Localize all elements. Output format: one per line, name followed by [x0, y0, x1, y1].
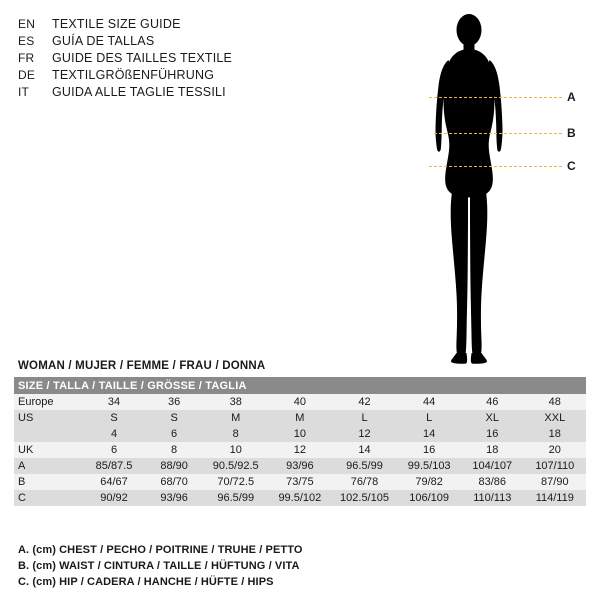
- table-header-label: SIZE / TALLA / TAILLE / GRÖSSE / TAGLIA: [14, 377, 586, 394]
- cell: L: [397, 410, 461, 426]
- cell: 20: [524, 442, 586, 458]
- table-row: [14, 474, 586, 490]
- language-code: IT: [18, 85, 30, 99]
- cell: 85/87.5: [83, 458, 145, 474]
- language-code: FR: [18, 51, 35, 65]
- language-code: EN: [18, 17, 36, 31]
- cell: 36: [145, 394, 204, 410]
- cell: 73/75: [268, 474, 332, 490]
- cell: 99.5/103: [397, 458, 461, 474]
- cell: 4: [83, 426, 145, 442]
- cell: 76/78: [332, 474, 398, 490]
- cell: 46: [461, 394, 524, 410]
- cell: 10: [203, 442, 268, 458]
- row-label: [14, 426, 83, 442]
- cell: M: [268, 410, 332, 426]
- cell: 96.5/99: [203, 490, 268, 506]
- cell: 96.5/99: [332, 458, 398, 474]
- cell: 40: [268, 394, 332, 410]
- cell: 83/86: [461, 474, 524, 490]
- legend-row-a: A. (cm) CHEST / PECHO / POITRINE / TRUHE / PETTO: [18, 544, 303, 556]
- row-label: B: [14, 474, 83, 490]
- cell: 87/90: [524, 474, 586, 490]
- cell: 70/72.5: [203, 474, 268, 490]
- cell: 34: [83, 394, 145, 410]
- cell: 90/92: [83, 490, 145, 506]
- cell: 68/70: [145, 474, 204, 490]
- legend-row-c: C. (cm) HIP / CADERA / HANCHE / HÜFTE / HIPS: [18, 576, 274, 588]
- table-row: [14, 490, 586, 506]
- measure-label-b: B: [567, 126, 576, 140]
- cell: 102.5/105: [332, 490, 398, 506]
- cell: 104/107: [461, 458, 524, 474]
- cell: 6: [145, 426, 204, 442]
- cell: 12: [332, 426, 398, 442]
- cell: 44: [397, 394, 461, 410]
- cell: L: [332, 410, 398, 426]
- cell: XL: [461, 410, 524, 426]
- cell: 110/113: [461, 490, 524, 506]
- table-row: [14, 458, 586, 474]
- language-row-en: [18, 16, 318, 33]
- table-row: [14, 394, 586, 410]
- row-label: UK: [14, 442, 83, 458]
- cell: M: [203, 410, 268, 426]
- cell: 16: [461, 426, 524, 442]
- cell: 6: [83, 442, 145, 458]
- cell: 88/90: [145, 458, 204, 474]
- cell: 18: [461, 442, 524, 458]
- row-label: Europe: [14, 394, 83, 410]
- language-row-it: [18, 84, 318, 101]
- measure-line-a: [429, 97, 562, 98]
- cell: 114/119: [524, 490, 586, 506]
- language-text: TEXTILE SIZE GUIDE: [52, 17, 181, 31]
- language-text: GUIDE DES TAILLES TEXTILE: [52, 51, 233, 65]
- female-silhouette-figure: [410, 8, 590, 368]
- cell: 93/96: [145, 490, 204, 506]
- language-list: [18, 16, 318, 101]
- measure-label-c: C: [567, 159, 576, 173]
- cell: 90.5/92.5: [203, 458, 268, 474]
- size-table-area: [14, 360, 586, 506]
- cell: 64/67: [83, 474, 145, 490]
- cell: XXL: [524, 410, 586, 426]
- legend-row-b: B. (cm) WAIST / CINTURA / TAILLE / HÜFTUNG / VITA: [18, 560, 300, 572]
- language-text: GUÍA DE TALLAS: [52, 34, 155, 48]
- cell: 79/82: [397, 474, 461, 490]
- cell: S: [145, 410, 204, 426]
- table-row: [14, 442, 586, 458]
- measurement-legend: [18, 542, 578, 590]
- size-table: [14, 377, 586, 506]
- language-code: ES: [18, 34, 35, 48]
- language-row-fr: [18, 50, 318, 67]
- cell: 93/96: [268, 458, 332, 474]
- table-row: [14, 426, 586, 442]
- language-row-de: [18, 67, 318, 84]
- row-label: A: [14, 458, 83, 474]
- cell: 42: [332, 394, 398, 410]
- cell: 107/110: [524, 458, 586, 474]
- language-text: TEXTILGRÖßENFÜHRUNG: [52, 68, 215, 82]
- language-row-es: [18, 33, 318, 50]
- measure-line-c: [429, 166, 562, 167]
- table-caption: WOMAN / MUJER / FEMME / FRAU / DONNA: [18, 360, 266, 372]
- cell: 48: [524, 394, 586, 410]
- cell: 12: [268, 442, 332, 458]
- cell: S: [83, 410, 145, 426]
- cell: 106/109: [397, 490, 461, 506]
- measure-line-b: [434, 133, 562, 134]
- silhouette-icon: [410, 8, 590, 368]
- cell: 16: [397, 442, 461, 458]
- language-text: GUIDA ALLE TAGLIE TESSILI: [52, 85, 226, 99]
- row-label: US: [14, 410, 83, 426]
- cell: 18: [524, 426, 586, 442]
- cell: 10: [268, 426, 332, 442]
- cell: 14: [332, 442, 398, 458]
- cell: 38: [203, 394, 268, 410]
- measure-label-a: A: [567, 90, 576, 104]
- table-header-row: [14, 377, 586, 394]
- row-label: C: [14, 490, 83, 506]
- cell: 8: [145, 442, 204, 458]
- cell: 14: [397, 426, 461, 442]
- language-code: DE: [18, 68, 36, 82]
- cell: 8: [203, 426, 268, 442]
- table-row: [14, 410, 586, 426]
- cell: 99.5/102: [268, 490, 332, 506]
